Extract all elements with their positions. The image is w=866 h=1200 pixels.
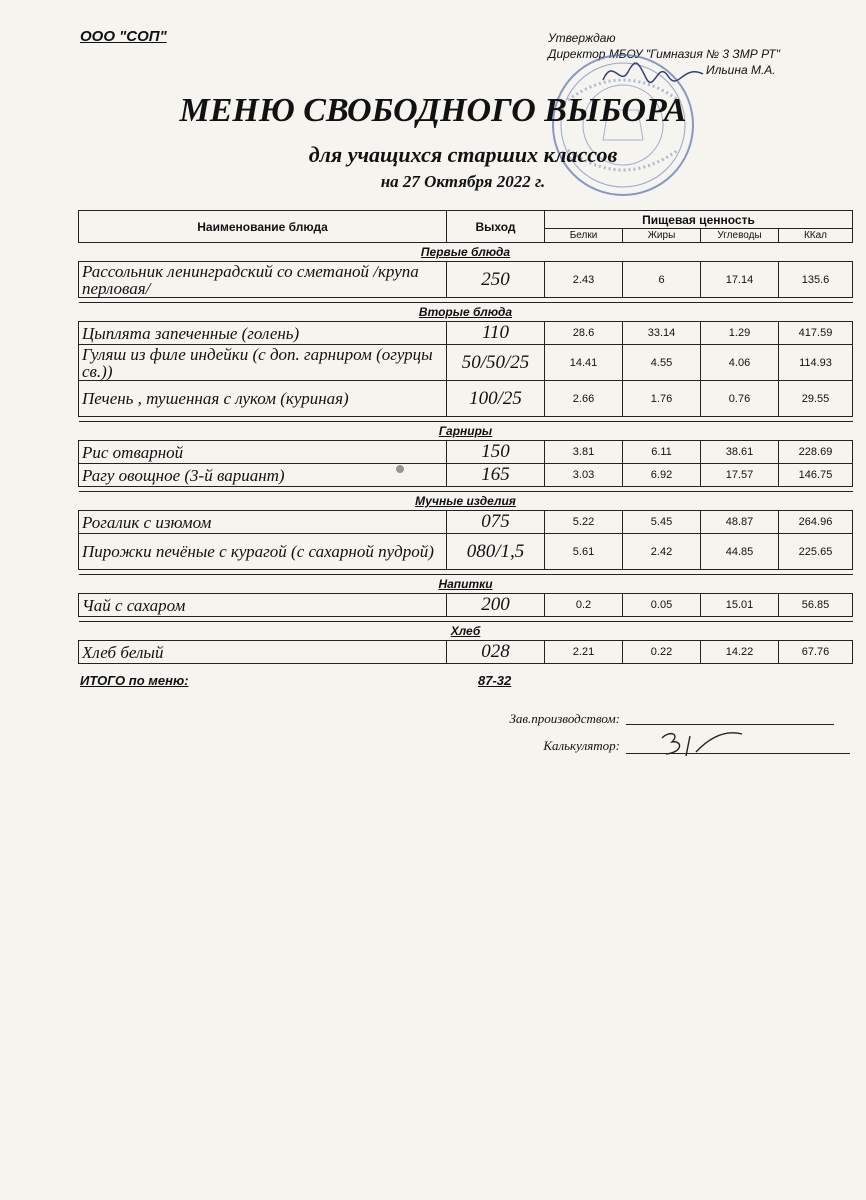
approve-label: Утверждаю	[548, 31, 616, 45]
category-title: Вторые блюда	[79, 303, 853, 322]
dish-row	[79, 594, 853, 617]
dish-protein: 2.21	[545, 641, 623, 664]
dish-protein: 14.41	[545, 345, 623, 381]
dish-carbs: 0.76	[701, 381, 779, 417]
column-header-name: Наименование блюда	[79, 211, 447, 243]
dish-name: Печень , тушенная с луком (куриная)	[79, 381, 447, 417]
dish-row	[79, 511, 853, 534]
dish-carbs: 44.85	[701, 534, 779, 570]
dish-kcal: 67.76	[779, 641, 853, 664]
dish-protein: 2.43	[545, 262, 623, 298]
dish-carbs: 17.14	[701, 262, 779, 298]
dish-carbs: 14.22	[701, 641, 779, 664]
dish-fat: 4.55	[623, 345, 701, 381]
category-row	[79, 422, 853, 441]
category-title: Гарниры	[79, 422, 853, 441]
dish-fat: 33.14	[623, 322, 701, 345]
dish-row	[79, 464, 853, 487]
dish-name: Гуляш из филе индейки (с доп. гарниром (огурцы св.))	[79, 345, 447, 381]
dish-kcal: 417.59	[779, 322, 853, 345]
paper-mark	[396, 465, 404, 473]
dish-protein: 5.22	[545, 511, 623, 534]
category-row	[79, 575, 853, 594]
dish-row	[79, 262, 853, 298]
category-title: Хлеб	[79, 622, 853, 641]
dish-fat: 6.92	[623, 464, 701, 487]
column-header-kcal: ККал	[779, 229, 853, 243]
calculator-signature	[656, 728, 746, 762]
page-subtitle: для учащихся старших классов	[308, 142, 618, 167]
dish-carbs: 15.01	[701, 594, 779, 617]
dish-output: 150	[447, 441, 545, 464]
dish-row	[79, 441, 853, 464]
dish-protein: 0.2	[545, 594, 623, 617]
dish-output: 250	[447, 262, 545, 298]
dish-output: 075	[447, 511, 545, 534]
dish-fat: 0.22	[623, 641, 701, 664]
dish-name: Рогалик с изюмом	[79, 511, 447, 534]
dish-name: Рассольник ленинградский со сметаной /крупа перловая/	[79, 262, 447, 298]
dish-kcal: 29.55	[779, 381, 853, 417]
dish-name: Рис отварной	[79, 441, 447, 464]
dish-name: Рагу овощное (3-й вариант)	[79, 464, 447, 487]
dish-row	[79, 322, 853, 345]
menu-table	[78, 210, 853, 664]
dish-carbs: 38.61	[701, 441, 779, 464]
organization-name: ООО "СОП"	[80, 28, 167, 45]
dish-fat: 1.76	[623, 381, 701, 417]
dish-fat: 5.45	[623, 511, 701, 534]
production-head-signature-line	[626, 724, 834, 725]
dish-kcal: 264.96	[779, 511, 853, 534]
dish-kcal: 56.85	[779, 594, 853, 617]
dish-output: 50/50/25	[447, 345, 545, 381]
dish-name: Хлеб белый	[79, 641, 447, 664]
dish-output: 165	[447, 464, 545, 487]
column-header-output: Выход	[447, 211, 545, 243]
dish-fat: 6.11	[623, 441, 701, 464]
dish-row	[79, 345, 853, 381]
dish-protein: 3.03	[545, 464, 623, 487]
dish-output: 080/1,5	[447, 534, 545, 570]
dish-carbs: 4.06	[701, 345, 779, 381]
dish-kcal: 146.75	[779, 464, 853, 487]
dish-fat: 0.05	[623, 594, 701, 617]
total-value: 87-32	[478, 673, 512, 688]
dish-protein: 28.6	[545, 322, 623, 345]
category-title: Первые блюда	[79, 243, 853, 262]
director-signature	[598, 52, 708, 92]
dish-fat: 6	[623, 262, 701, 298]
dish-output: 110	[447, 322, 545, 345]
column-header-protein: Белки	[545, 229, 623, 243]
dish-kcal: 114.93	[779, 345, 853, 381]
column-header-nutrition: Пищевая ценность	[545, 211, 853, 229]
page-title: МЕНЮ СВОБОДНОГО ВЫБОРА	[179, 92, 687, 129]
dish-fat: 2.42	[623, 534, 701, 570]
dish-row	[79, 381, 853, 417]
category-title: Напитки	[79, 575, 853, 594]
dish-output: 200	[447, 594, 545, 617]
dish-row	[79, 534, 853, 570]
production-head-label: Зав.производством:	[509, 711, 620, 726]
dish-row	[79, 641, 853, 664]
dish-protein: 5.61	[545, 534, 623, 570]
calculator-label: Калькулятор:	[543, 738, 620, 753]
column-header-fat: Жиры	[623, 229, 701, 243]
dish-kcal: 228.69	[779, 441, 853, 464]
dish-name: Чай с сахаром	[79, 594, 447, 617]
category-row	[79, 303, 853, 322]
dish-output: 100/25	[447, 381, 545, 417]
dish-carbs: 48.87	[701, 511, 779, 534]
dish-output: 028	[447, 641, 545, 664]
dish-protein: 2.66	[545, 381, 623, 417]
dish-kcal: 135.6	[779, 262, 853, 298]
director-title: Директор МБОУ "Гимназия № 3 ЗМР РТ"	[548, 47, 781, 61]
menu-date: на 27 Октября 2022 г.	[380, 172, 546, 191]
dish-kcal: 225.65	[779, 534, 853, 570]
category-row	[79, 622, 853, 641]
category-row	[79, 243, 853, 262]
total-label: ИТОГО по меню:	[80, 673, 189, 688]
dish-protein: 3.81	[545, 441, 623, 464]
category-title: Мучные изделия	[79, 492, 853, 511]
menu-table-body	[79, 243, 853, 664]
dish-name: Цыплята запеченные (голень)	[79, 322, 447, 345]
dish-carbs: 17.57	[701, 464, 779, 487]
dish-name: Пирожки печёные с курагой (с сахарной пудрой)	[79, 534, 447, 570]
director-name: Ильина М.А.	[706, 63, 776, 77]
category-row	[79, 492, 853, 511]
column-header-carbs: Углеводы	[701, 229, 779, 243]
dish-carbs: 1.29	[701, 322, 779, 345]
